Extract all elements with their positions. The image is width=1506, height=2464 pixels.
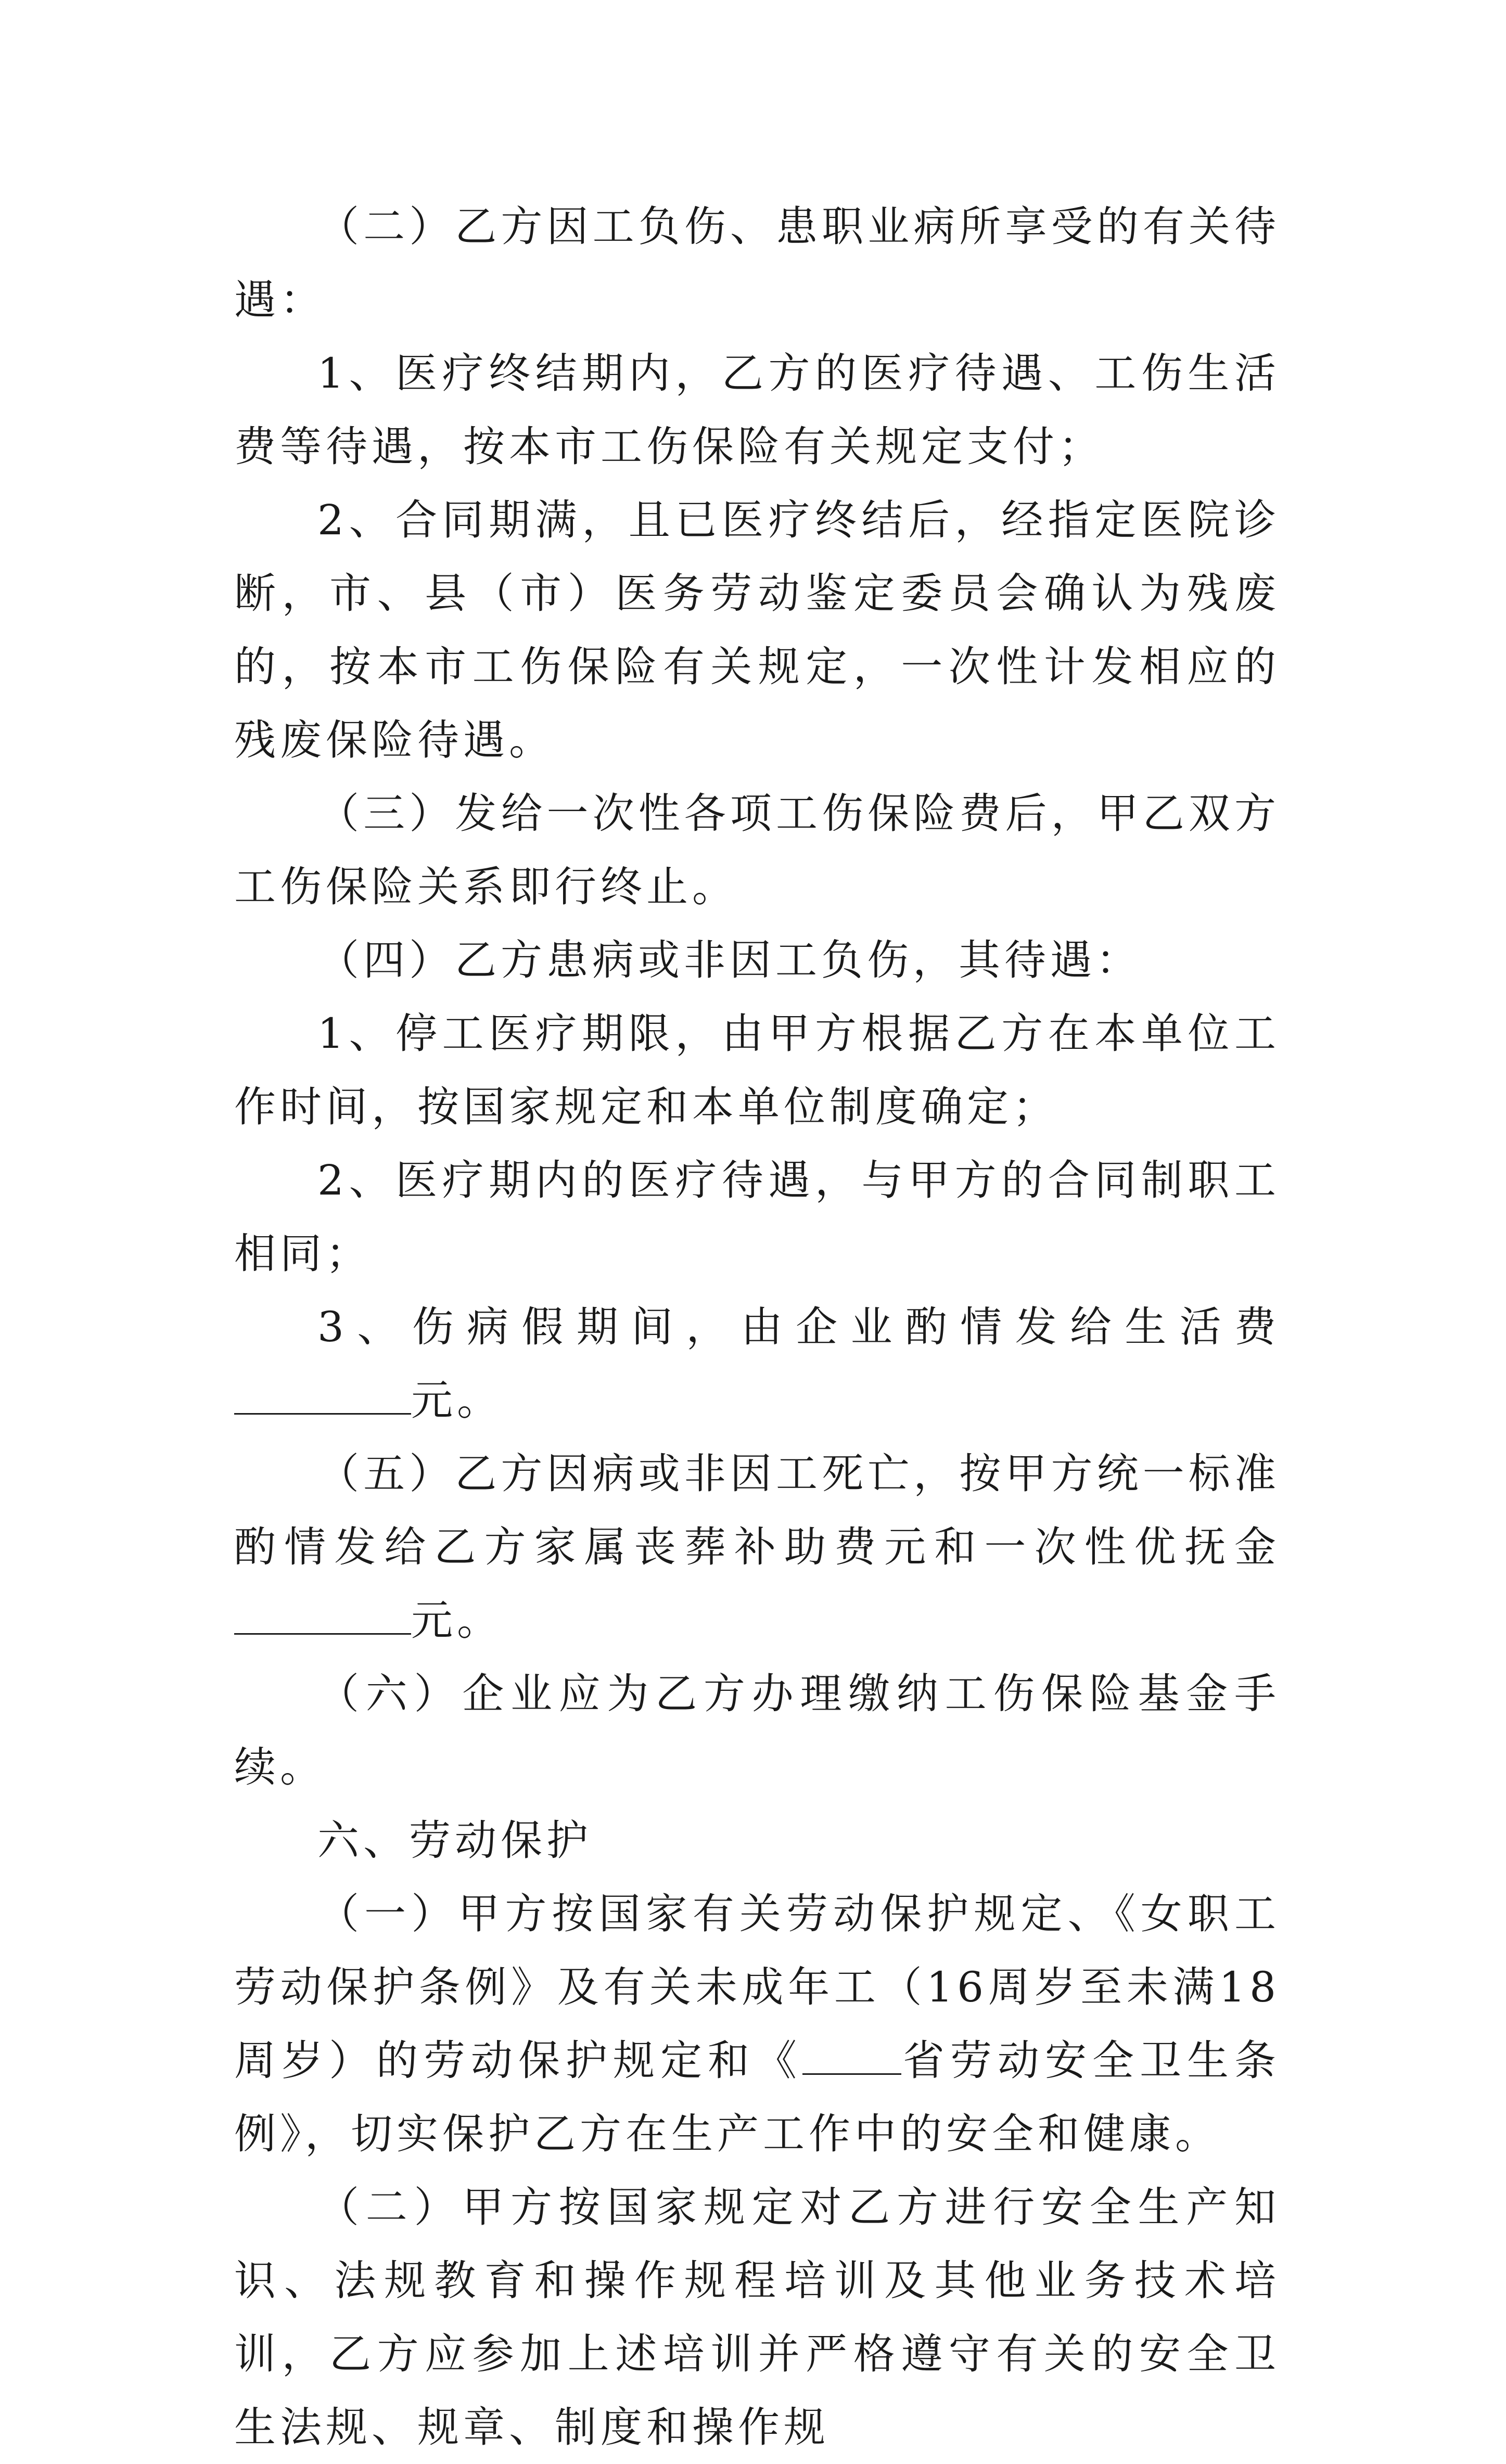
pension-unit: 元。 (411, 1596, 503, 1645)
province-name-blank[interactable] (802, 2041, 901, 2075)
living-fee-text: 3、伤病假期间，由企业酌情发给生活费 (317, 1303, 1280, 1351)
paragraph-insurance-termination: （三）发给一次性各项工伤保险费后，甲乙双方工伤保险关系即行终止。 (234, 789, 1280, 911)
paragraph-disability: 2、合同期满，且已医疗终结后，经指定医院诊断，市、县（市）医务劳动鉴定委员会确认为残废的，按本市工伤保险有关规定，一次性计发相应的残废保险待遇。 (234, 496, 1280, 764)
paragraph-work-injury-treatment: （二）乙方因工负伤、患职业病所享受的有关待遇： (234, 202, 1280, 324)
paragraph-death-benefits (234, 1437, 1280, 1657)
paragraph-living-fee (234, 1290, 1280, 1437)
paragraph-labor-protection (234, 1877, 1280, 2171)
paragraph-safety-training: （二）甲方按国家规定对乙方进行安全生产知识、法规教育和操作规程培训及其他业务技术培训，乙方应参加上述培训并严格遵守有关的安全卫生法规、规章、制度和操作规 (234, 2183, 1280, 2452)
pension-amount-blank[interactable] (234, 1601, 411, 1635)
paragraph-sick-leave-period: 1、停工医疗期限，由甲方根据乙方在本单位工作时间，按国家规定和本单位制度确定； (234, 1009, 1280, 1131)
section-title-labor-protection: 六、劳动保护 (317, 1816, 592, 1865)
labor-protection-text-end: 省劳动安全卫生条例》，切实保护乙方在生产工作中的安全和健康。 (234, 2036, 1280, 2158)
death-benefits-text: （五）乙方因病或非因工死亡，按甲方统一标准酌情发给乙方家属丧葬补助费元和一次性优抚金 (234, 1449, 1280, 1571)
labor-protection-text: （一）甲方按国家有关劳动保护规定、《女职工劳动保护条例》及有关未成年工（16周岁至未满18周岁）的劳动保护规定和《 (234, 1890, 1280, 2085)
document-body (234, 190, 1280, 2464)
living-fee-unit: 元。 (411, 1376, 503, 1424)
paragraph-medical-period: 1、医疗终结期内，乙方的医疗待遇、工伤生活费等待遇，按本市工伤保险有关规定支付； (234, 349, 1280, 471)
paragraph-medical-benefits: 2、医疗期内的医疗待遇，与甲方的合同制职工相同； (234, 1156, 1280, 1278)
paragraph-insurance-fund: （六）企业应为乙方办理缴纳工伤保险基金手续。 (234, 1670, 1280, 1791)
living-fee-blank[interactable] (234, 1381, 411, 1415)
paragraph-illness-treatment: （四）乙方患病或非因工负伤，其待遇： (317, 936, 1142, 984)
